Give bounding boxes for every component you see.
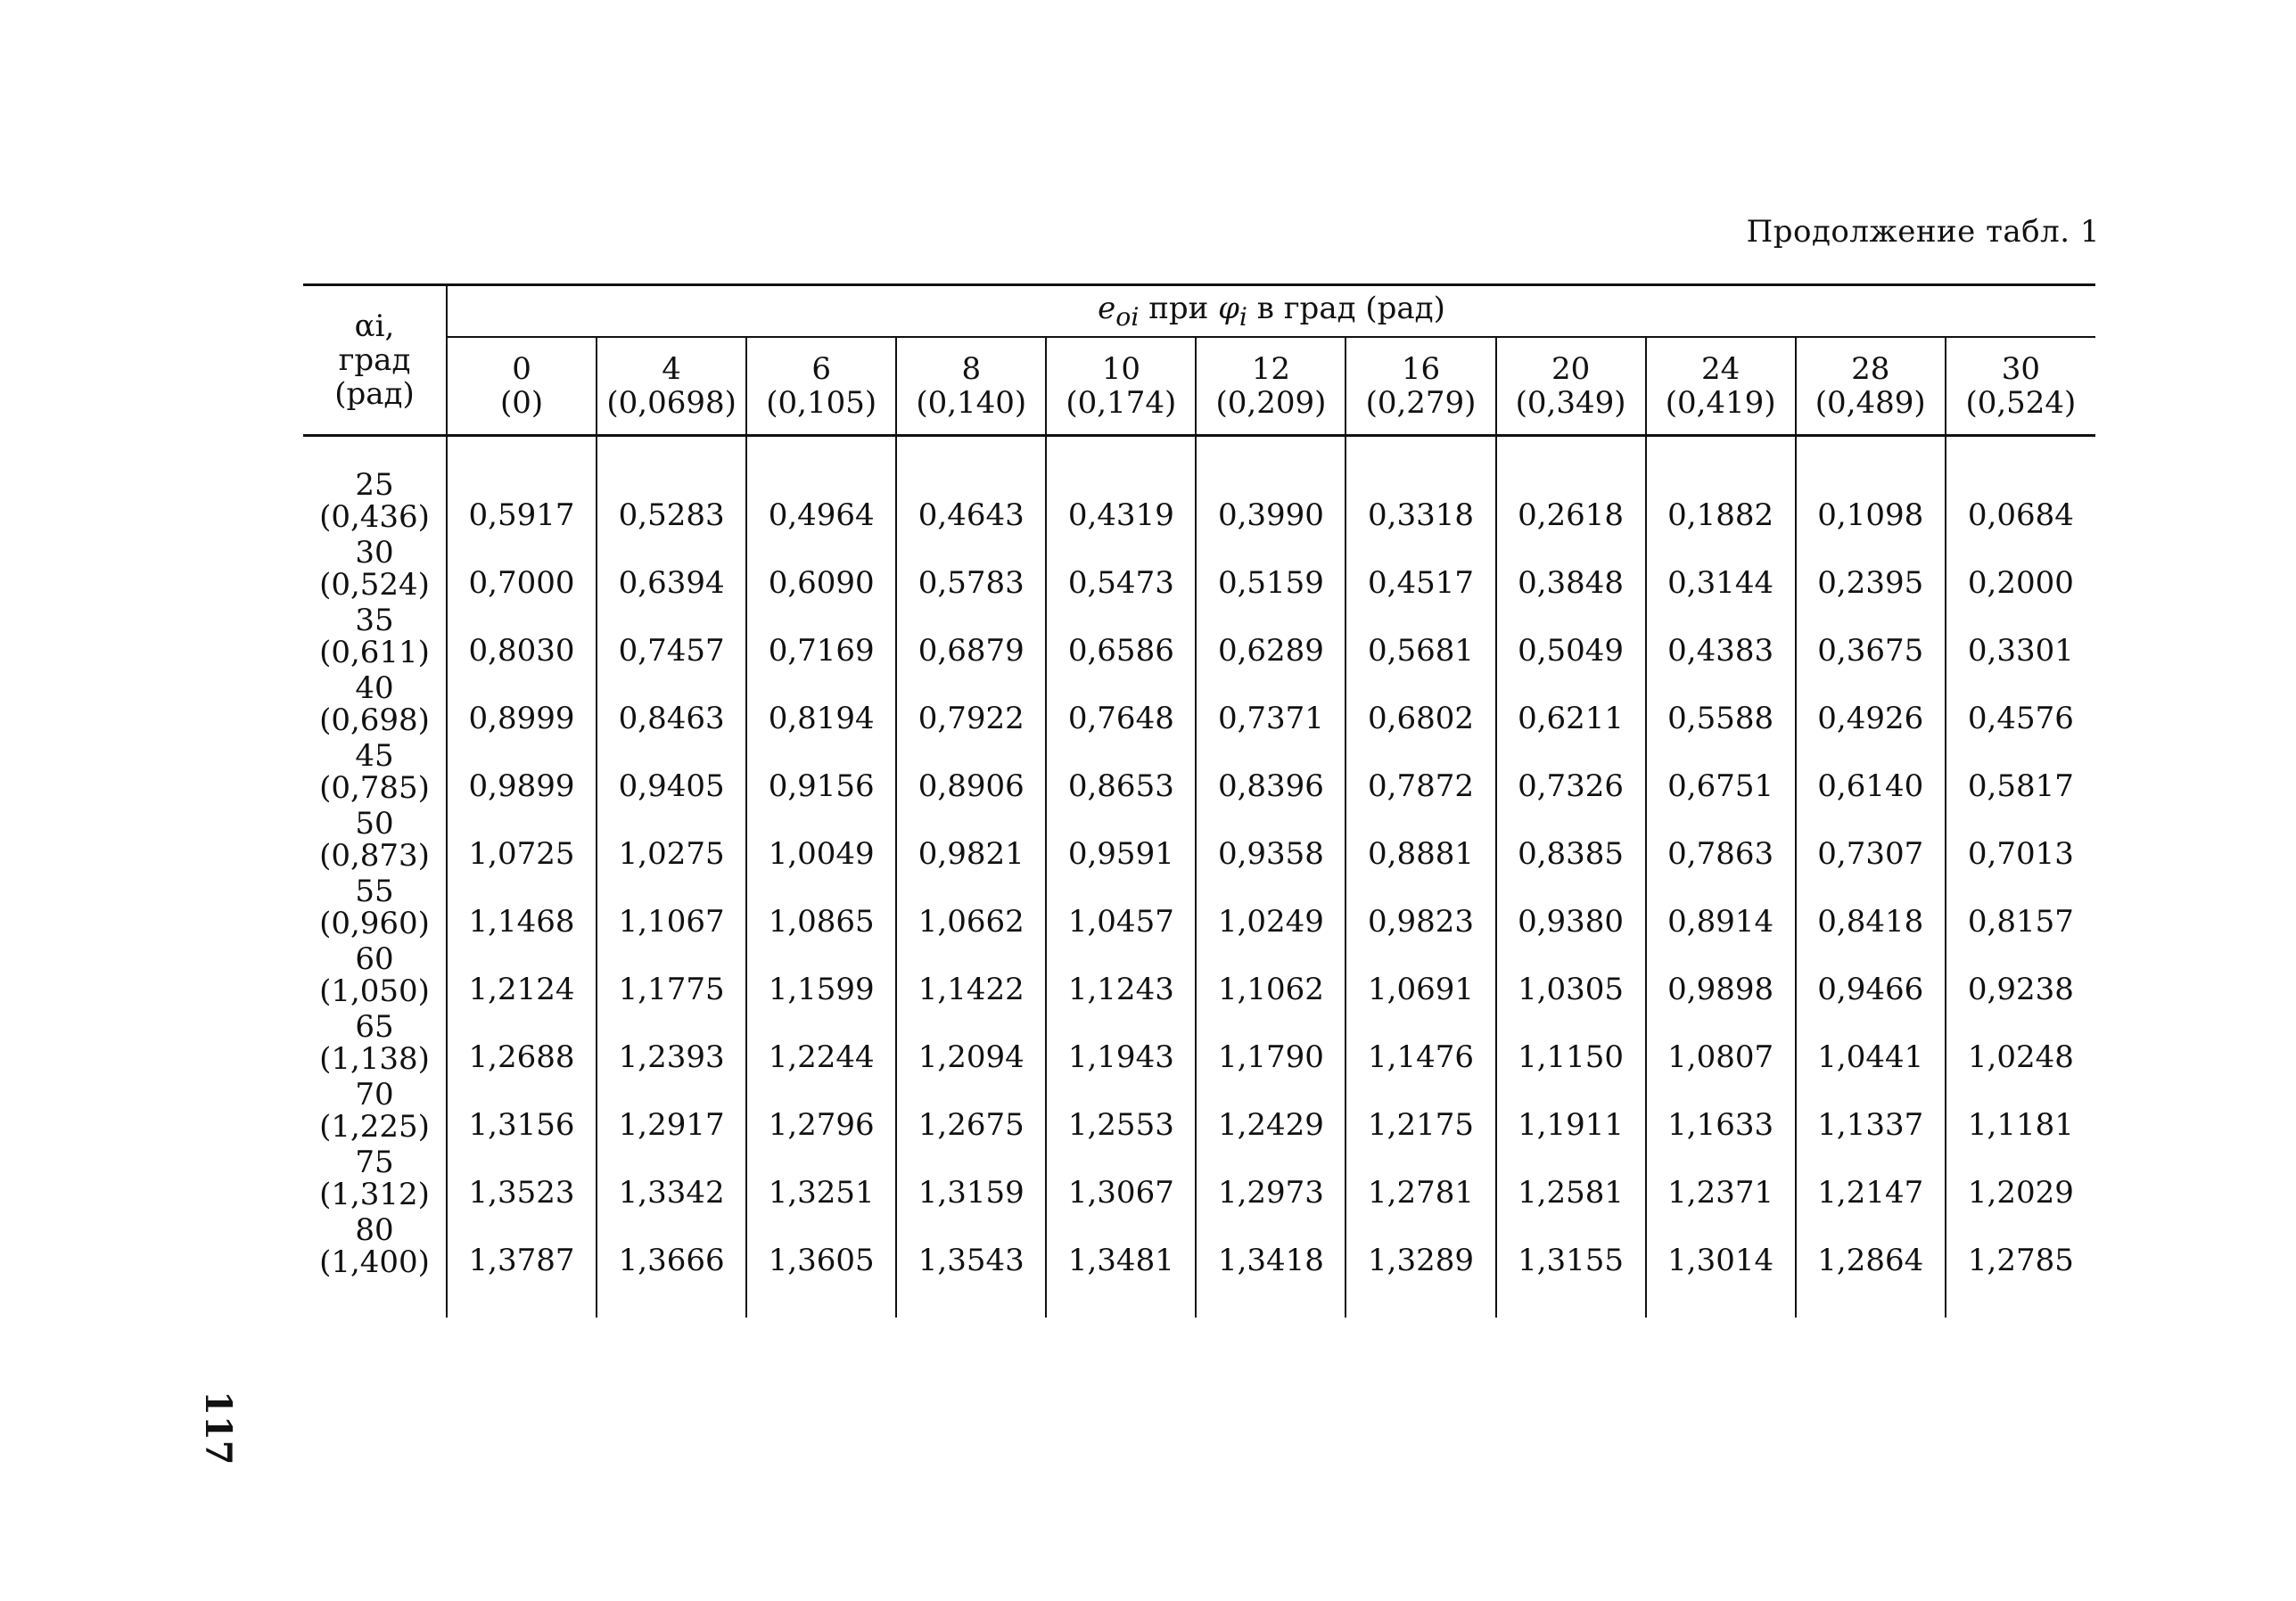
table-cell: 1,0662 [896,875,1046,943]
table-cell: 0,0684 [1967,497,2074,533]
table-cell: 1,0457 [1046,875,1196,943]
table-cell: 0,9821 [896,808,1046,875]
table-cell: 1,2785 [1967,1243,2074,1278]
symbol-e: e [1098,291,1116,327]
table-cell: 0,4926 [1796,672,1946,740]
table-cell: 1,0305 [1496,943,1646,1011]
row-header-degrees: 40 [355,670,394,706]
table-cell: 1,1422 [896,943,1046,1011]
table-cell: 1,2094 [896,1011,1046,1079]
table-cell: 0,4576 [1967,701,2074,736]
row-header [303,1011,447,1079]
table-cell: 0,3144 [1646,537,1796,604]
table-cell: 0,7863 [1646,808,1796,875]
table-cell: 0,5159 [1196,537,1346,604]
table-cell: 0,9358 [1196,808,1346,875]
corner-line-2: град [338,342,411,378]
row-header-degrees: 80 [355,1212,394,1248]
table-cell: 1,1243 [1046,943,1196,1011]
table-row [303,740,2095,808]
table-cell: 0,5817 [1967,768,2074,804]
column-header-radians: (0,419) [1665,385,1776,421]
row-header-degrees: 75 [355,1145,394,1180]
table-cell: 1,2796 [746,1079,896,1146]
column-header [1796,337,1946,436]
table-row [303,875,2095,943]
table-body [303,436,2095,1318]
tail-cell [447,1282,597,1318]
column-header-radians: (0,279) [1365,385,1477,421]
row-header [303,1079,447,1146]
table-cell: 1,2371 [1646,1146,1796,1214]
table-cell: 1,2581 [1496,1146,1646,1214]
table-cell: 1,2244 [746,1011,896,1079]
table-cell: 0,5049 [1496,604,1646,672]
column-header-degrees: 8 [961,351,982,387]
table-cell: 1,1633 [1646,1079,1796,1146]
row-header-degrees: 50 [355,806,394,842]
table-cell: 0,2395 [1796,537,1946,604]
table-cell: 0,7326 [1496,740,1646,808]
column-header [896,337,1046,436]
spacer-cell [1946,436,2095,470]
table-cell: 0,8914 [1646,875,1796,943]
table-cell: 1,3156 [447,1079,597,1146]
row-header [303,537,447,604]
tail-cell [746,1282,896,1318]
table-cell: 1,2147 [1796,1146,1946,1214]
table-cell: 1,3014 [1646,1214,1796,1282]
table-cell: 1,0249 [1196,875,1346,943]
table-cell: 1,0865 [746,875,896,943]
table-cell: 1,3787 [447,1214,597,1282]
row-header-radians: (0,785) [319,770,430,806]
column-header-degrees: 16 [1401,351,1441,387]
table-cell: 0,5283 [597,469,746,537]
tail-cell [597,1282,746,1318]
table-cell: 1,1790 [1196,1011,1346,1079]
table-cell: 1,2429 [1196,1079,1346,1146]
table-cell: 1,2973 [1196,1146,1346,1214]
table-cell: 0,3675 [1796,604,1946,672]
tail-cell [1196,1282,1346,1318]
table-cell: 1,1067 [597,875,746,943]
row-header-radians: (0,873) [319,838,430,874]
table-cell: 1,0049 [746,808,896,875]
table-cell: 0,7648 [1046,672,1196,740]
column-header-radians: (0,174) [1066,385,1177,421]
corner-line-3: (рад) [334,376,415,412]
column-header-degrees: 20 [1551,351,1591,387]
table-cell: 1,1150 [1496,1011,1646,1079]
table-cell: 0,8906 [896,740,1046,808]
group-header [447,285,2095,338]
table-cell: 1,3481 [1046,1214,1196,1282]
table-cell: 1,0691 [1346,943,1495,1011]
column-header [1646,337,1796,436]
spacer-cell [1796,436,1946,470]
table-cell: 0,6289 [1196,604,1346,672]
table-cell: 0,9898 [1646,943,1796,1011]
row-header-degrees: 30 [355,535,394,571]
table-cell: 0,7013 [1967,836,2074,872]
table-cell: 0,5783 [896,537,1046,604]
table-row [303,537,2095,604]
table-cell: 0,8881 [1346,808,1495,875]
row-header-radians: (1,312) [319,1177,430,1212]
table-cell: 0,1882 [1646,469,1796,537]
table-cell: 1,1181 [1967,1107,2074,1143]
table-cell: 0,6090 [746,537,896,604]
table-cell: 0,7371 [1196,672,1346,740]
column-header-radians: (0,524) [1965,385,2077,421]
data-table-container [303,283,2095,1318]
row-header [303,604,447,672]
column-header-degrees: 28 [1851,351,1890,387]
table-cell: 1,1468 [447,875,597,943]
spacer-cell [1346,436,1495,470]
tail-cell [1796,1282,1946,1318]
column-header-radians: (0) [499,385,544,421]
column-header [1196,337,1346,436]
table-cell: 1,3067 [1046,1146,1196,1214]
table-cell: 1,2675 [896,1079,1046,1146]
spacer-cell [597,436,746,470]
row-header-degrees: 65 [355,1009,394,1045]
spacer-cell [896,436,1046,470]
column-header [1046,337,1196,436]
column-header-degrees: 4 [662,351,681,387]
group-header-text-end: в град (рад) [1247,291,1445,327]
table-cell: 0,9156 [746,740,896,808]
row-header-radians: (1,138) [319,1041,430,1077]
column-header [1346,337,1495,436]
column-header-radians: (0,349) [1515,385,1626,421]
column-header [447,337,597,436]
table-cell: 0,9899 [447,740,597,808]
table-cell: 0,8653 [1046,740,1196,808]
table-row [303,1214,2095,1282]
row-header [303,943,447,1011]
table-cell: 1,2553 [1046,1079,1196,1146]
column-header [1496,337,1646,436]
table-cell: 0,9591 [1046,808,1196,875]
spacer-cell [1646,436,1796,470]
table-cell: 1,2781 [1346,1146,1495,1214]
row-header-degrees: 25 [355,467,394,503]
table-cell: 1,1911 [1496,1079,1646,1146]
table-row [303,469,2095,537]
column-header-degrees: 24 [1701,351,1741,387]
spacer-cell [746,436,896,470]
table-cell: 0,8194 [746,672,896,740]
column-header-radians: (0,140) [916,385,1027,421]
table-cell: 1,0807 [1646,1011,1796,1079]
row-header [303,875,447,943]
table-cell: 0,5917 [447,469,597,537]
table-row [303,1146,2095,1214]
spacer-row [303,436,2095,470]
table-cell: 0,6211 [1496,672,1646,740]
table-cell: 1,3523 [447,1146,597,1214]
column-header-degrees: 0 [512,351,531,387]
table-cell: 0,7000 [447,537,597,604]
table-row [303,943,2095,1011]
table-cell: 0,7307 [1796,808,1946,875]
column-header-radians: (0,105) [766,385,877,421]
table-cell: 0,4643 [896,469,1046,537]
column-header-degrees: 30 [2001,351,2041,387]
table-cell: 0,5588 [1646,672,1796,740]
table-cell: 0,3301 [1967,633,2074,669]
table-cell: 0,3848 [1496,537,1646,604]
row-header [303,469,447,537]
table-cell: 1,2393 [597,1011,746,1079]
column-header [1946,337,2095,436]
row-header-radians: (1,050) [319,973,430,1009]
spacer-cell [1496,436,1646,470]
table-cell: 0,9466 [1796,943,1946,1011]
column-header-degrees: 12 [1251,351,1291,387]
row-header-radians: (0,524) [319,567,430,603]
table-row [303,808,2095,875]
column-header [746,337,896,436]
spacer-cell [447,436,597,470]
row-header-degrees: 55 [355,874,394,909]
tail-cell [303,1282,447,1318]
tail-cell [896,1282,1046,1318]
eoi-values-table [303,283,2095,1318]
table-row [303,672,2095,740]
table-cell: 0,8999 [447,672,597,740]
table-cell: 0,4517 [1346,537,1495,604]
header-row-columns [303,337,2095,436]
symbol-phi: φ [1218,291,1239,327]
header-row-group [303,285,2095,338]
table-row [303,1011,2095,1079]
row-header-radians: (0,611) [319,635,430,670]
table-cell: 1,3605 [746,1214,896,1282]
tail-cell [1646,1282,1796,1318]
table-cell: 1,0248 [1967,1039,2074,1075]
table-cell: 1,3418 [1196,1214,1346,1282]
table-cell: 1,0275 [597,808,746,875]
table-cell: 0,6586 [1046,604,1196,672]
table-cell: 1,3666 [597,1214,746,1282]
spacer-cell [303,436,447,470]
table-cell: 0,9405 [597,740,746,808]
tail-cell [1496,1282,1646,1318]
table-cell: 0,7922 [896,672,1046,740]
table-cell: 0,9823 [1346,875,1495,943]
table-cell: 0,9238 [1967,972,2074,1007]
table-cell: 0,4383 [1646,604,1796,672]
table-cell: 1,1599 [746,943,896,1011]
table-cell: 0,2618 [1496,469,1646,537]
table-cell: 0,6140 [1796,740,1946,808]
table-cell: 0,8396 [1196,740,1346,808]
table-cell: 1,2124 [447,943,597,1011]
row-header [303,672,447,740]
table-cell: 1,1775 [597,943,746,1011]
table-cell: 0,6394 [597,537,746,604]
row-header-degrees: 60 [355,941,394,977]
table-row [303,604,2095,672]
table-cell: 1,2688 [447,1011,597,1079]
table-cell: 0,8463 [597,672,746,740]
table-cell: 0,1098 [1796,469,1946,537]
column-header-radians: (0,0698) [606,385,737,421]
table-cell: 1,1476 [1346,1011,1495,1079]
table-cell: 0,5681 [1346,604,1495,672]
table-cell: 0,9380 [1496,875,1646,943]
group-header-text-mid: при [1139,291,1219,327]
table-cell: 0,4964 [746,469,896,537]
table-cell: 1,3155 [1496,1214,1646,1282]
table-cell: 0,2000 [1967,565,2074,601]
row-header-degrees: 35 [355,603,394,638]
table-cell: 0,8030 [447,604,597,672]
table-cell: 1,3251 [746,1146,896,1214]
table-cell: 0,6751 [1646,740,1796,808]
row-header [303,808,447,875]
table-cell: 1,0441 [1796,1011,1946,1079]
table-cell: 0,6802 [1346,672,1495,740]
column-header [597,337,746,436]
row-header-degrees: 70 [355,1077,394,1112]
table-cell: 1,3289 [1346,1214,1495,1282]
table-cell: 0,3318 [1346,469,1495,537]
table-cell: 1,3342 [597,1146,746,1214]
column-header-radians: (0,209) [1215,385,1327,421]
row-header [303,1146,447,1214]
table-cell: 1,2175 [1346,1079,1495,1146]
spacer-cell [1196,436,1346,470]
tail-cell [1946,1282,2095,1318]
row-header-radians: (0,960) [319,906,430,941]
table-cell: 0,7872 [1346,740,1495,808]
table-cell: 0,8385 [1496,808,1646,875]
table-cell: 0,4319 [1046,469,1196,537]
column-header-degrees: 10 [1101,351,1140,387]
row-header-radians: (0,698) [319,702,430,738]
symbol-phi-subscript: i [1239,301,1247,332]
table-cell: 1,1062 [1196,943,1346,1011]
table-cell: 1,3159 [896,1146,1046,1214]
table-cell: 1,2029 [1967,1175,2074,1211]
column-header-degrees: 6 [811,351,832,387]
row-header-corner [303,285,447,436]
table-cell: 1,3543 [896,1214,1046,1282]
table-cell: 1,0725 [447,808,597,875]
page-number: 117 [197,1391,239,1466]
corner-line-1: αi, [354,308,395,344]
row-header [303,1214,447,1282]
row-header [303,740,447,808]
table-cell: 0,7169 [746,604,896,672]
table-continuation-caption: Продолжение табл. 1 [1746,214,2100,250]
tail-row [303,1282,2095,1318]
table-cell: 1,1337 [1796,1079,1946,1146]
table-cell: 0,8418 [1796,875,1946,943]
table-cell: 0,6879 [896,604,1046,672]
table-cell: 1,1943 [1046,1011,1196,1079]
row-header-radians: (1,225) [319,1109,430,1145]
spacer-cell [1046,436,1196,470]
table-row [303,1079,2095,1146]
table-cell: 1,2917 [597,1079,746,1146]
tail-cell [1346,1282,1495,1318]
row-header-degrees: 45 [355,738,394,774]
table-cell: 1,2864 [1796,1214,1946,1282]
tail-cell [1046,1282,1196,1318]
table-cell: 0,3990 [1196,469,1346,537]
table-cell: 0,8157 [1967,904,2074,940]
column-header-radians: (0,489) [1815,385,1926,421]
table-cell: 0,7457 [597,604,746,672]
row-header-radians: (1,400) [319,1244,430,1280]
symbol-e-subscript: oi [1115,301,1140,332]
row-header-radians: (0,436) [319,499,430,535]
table-cell: 0,5473 [1046,537,1196,604]
